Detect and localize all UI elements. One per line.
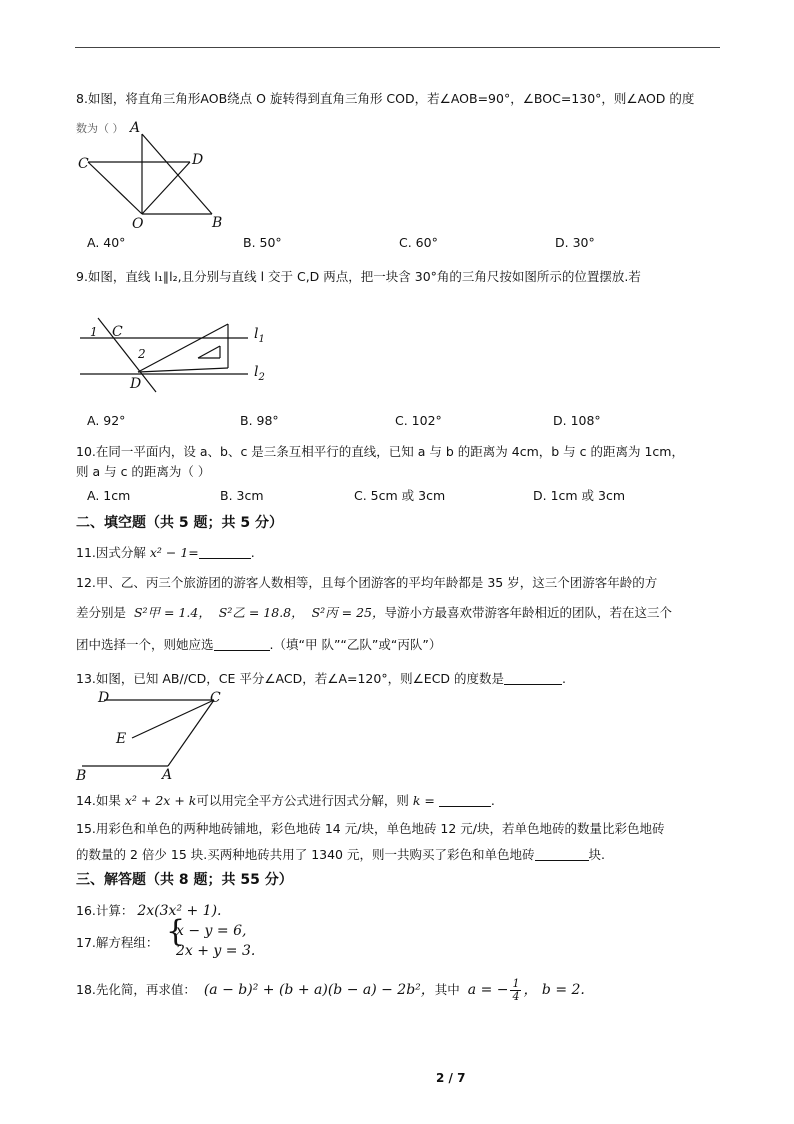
q13-label-D: D	[98, 690, 110, 706]
q8-label-O: O	[132, 216, 144, 232]
q10-stem-line2: 则 a 与 c 的距离为（ ）	[76, 464, 211, 479]
q15-line1: 15.用彩色和单色的两种地砖铺地，彩色地砖 14 元/块，单色地砖 12 元/块，若单色地砖的数量比彩色地砖	[76, 821, 665, 836]
q9-label-D: D	[130, 376, 142, 392]
page-number: 2 / 7	[436, 1071, 466, 1085]
q12-answer-blank[interactable]	[214, 637, 270, 651]
q13-label-C: C	[210, 690, 221, 706]
q8-label-A: A	[130, 120, 141, 136]
q14: 14.如果 x² + 2x + k可以用完全平方公式进行因式分解，则 k = .	[76, 793, 495, 808]
q9-option-a: A. 92°	[87, 413, 126, 428]
q13-label-A: A	[162, 767, 173, 783]
q9-option-b: B. 98°	[240, 413, 279, 428]
q18: 18.先化简，再求值： (a − b)² + (b + a)(b − a) − 2b²，其中 a = − $\frac{1}{4}$ ， b = 2.	[76, 977, 585, 1003]
q8-option-c: C. 60°	[399, 235, 438, 250]
q12-line3: 团中选择一个，则她应选 .（填“甲 队”“乙队”或“丙队”）	[76, 637, 442, 652]
q13-answer-blank[interactable]	[504, 671, 562, 685]
q8-option-d: D. 30°	[555, 235, 595, 250]
q9-option-c: C. 102°	[395, 413, 442, 428]
q8-option-b: B. 50°	[243, 235, 282, 250]
q13-figure	[74, 690, 244, 782]
q10-option-d: D. 1cm 或 3cm	[533, 488, 626, 503]
q11-answer-blank[interactable]	[199, 545, 251, 559]
q16: 16.计算： 2x(3x² + 1).	[76, 903, 222, 919]
q14-answer-blank[interactable]	[439, 793, 491, 807]
q9-figure	[76, 316, 276, 396]
q12-line1: 12.甲、乙、丙三个旅游团的游客人数相等，且每个团游客的平均年龄都是 35 岁，这三个团游客年龄的方	[76, 575, 658, 590]
q8-stem-cont: 数为（ ）	[76, 122, 124, 135]
q8-stem: 8.如图，将直角三角形AOB绕点 O 旋转得到直角三角形 COD，若∠AOB=90°，∠BOC=130°，则∠AOD 的度	[76, 91, 695, 106]
q10-option-c: C. 5cm 或 3cm	[354, 488, 446, 503]
q18-fraction: $\frac{1}{4}$	[512, 977, 520, 1003]
q15-line2: 的数量的 2 倍少 15 块.买两种地砖共用了 1340 元，则一共购买了彩色和单色地砖 块.	[76, 847, 605, 862]
q17-eq1: x − y = 6,	[176, 923, 247, 939]
q8-label-C: C	[78, 156, 89, 172]
q8-figure	[70, 118, 240, 233]
q13-stem: 13.如图，已知 AB//CD，CE 平分∠ACD，若∠A=120°，则∠ECD 的度数是 .	[76, 671, 567, 686]
q8-label-B: B	[212, 215, 223, 231]
q13-label-B: B	[76, 768, 87, 784]
q10-option-a: A. 1cm	[87, 488, 131, 503]
q12-variance-jia: S²甲 = 1.4，	[133, 605, 211, 620]
q9-label-C: C	[112, 324, 123, 340]
q12-variance-yi: S²乙 = 18.8，	[218, 605, 304, 620]
q8-label-D: D	[192, 152, 204, 168]
section-3-title: 三、解答题（共 8 题；共 55 分）	[76, 872, 293, 888]
q15-answer-blank[interactable]	[535, 847, 589, 861]
q10-option-b: B. 3cm	[220, 488, 264, 503]
q11: 11.因式分解 x² − 1= .	[76, 545, 255, 560]
q17-brace: {	[166, 914, 186, 949]
q17-system	[166, 914, 276, 962]
q17-eq2: 2x + y = 3.	[176, 943, 256, 959]
q17-prefix: 17.解方程组：	[76, 935, 159, 950]
q9-angle-2: 2	[138, 347, 146, 361]
q13-label-E: E	[116, 731, 127, 747]
q9-label-l2: $l_2$	[254, 364, 265, 383]
q9-angle-1: 1	[90, 325, 98, 339]
q9-option-d: D. 108°	[553, 413, 601, 428]
q10-stem-line1: 10.在同一平面内，设 a、b、c 是三条互相平行的直线，已知 a 与 b 的距离为 4cm，b 与 c 的距离为 1cm，	[76, 444, 684, 459]
q12-variance-bing: S²丙 = 25，	[311, 605, 385, 620]
q8-option-a: A. 40°	[87, 235, 126, 250]
q12-line2: 差分别是 S²甲 = 1.4， S²乙 = 18.8， S²丙 = 25，导游小方最喜欢带游客年龄相近的团队，若在这三个	[76, 605, 672, 620]
q9-stem: 9.如图，直线 l₁∥l₂,且分别与直线 l 交于 C,D 两点，把一块含 30°角的三角尺按如图所示的位置摆放.若	[76, 269, 641, 284]
q9-label-l1: $l_1$	[254, 326, 265, 345]
section-2-title: 二、填空题（共 5 题；共 5 分）	[76, 515, 283, 531]
header-rule	[75, 47, 720, 48]
